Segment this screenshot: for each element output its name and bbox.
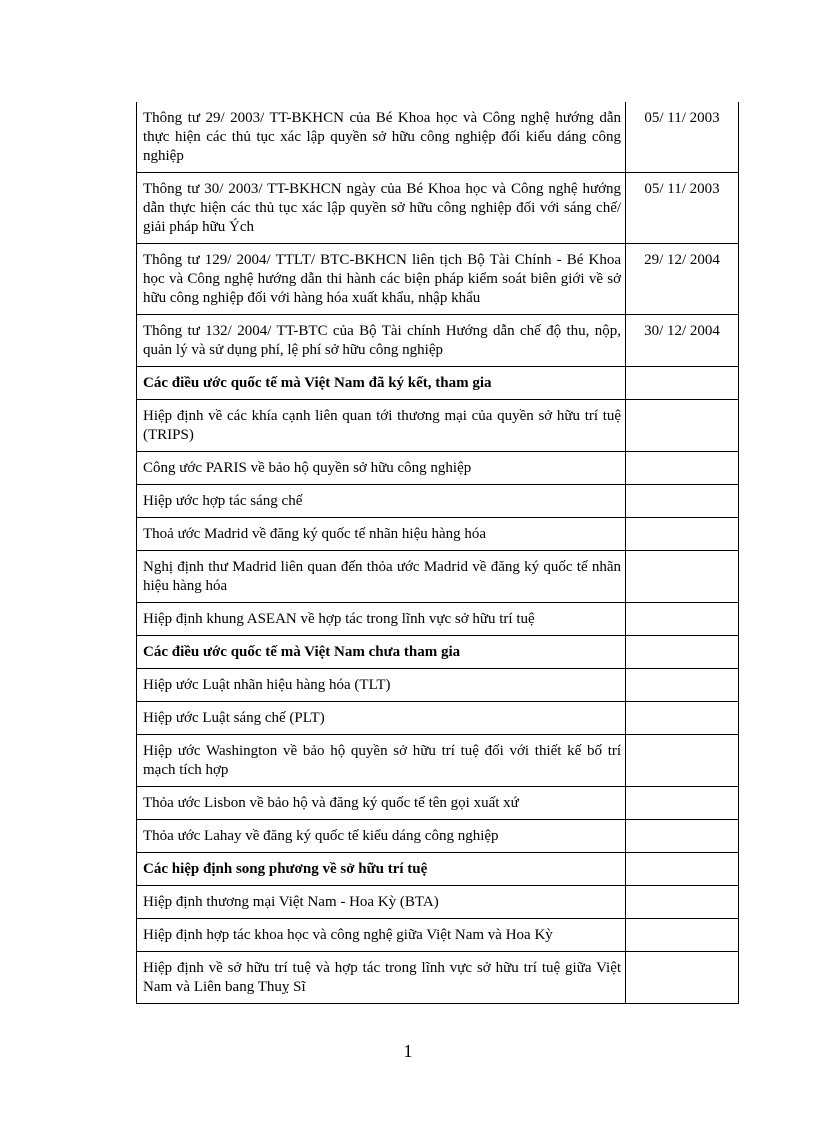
table-row <box>137 952 739 1004</box>
document-title-cell: Hiệp ước Luật nhãn hiệu hàng hóa (TLT) <box>137 669 626 702</box>
date-cell <box>626 919 739 952</box>
table-row <box>137 787 739 820</box>
document-title-cell: Thông tư 129/ 2004/ TTLT/ BTC-BKHCN liên tịch Bộ Tài Chính - Bé Khoa học và Công nghệ hướng dẫn thi hành các biện pháp kiểm soát biên giới về sở hữu công nghiệp đối với hàng hóa xuất khẩu, nhập khẩu <box>137 244 626 315</box>
date-cell <box>626 603 739 636</box>
date-cell <box>626 518 739 551</box>
date-cell <box>626 853 739 886</box>
date-cell <box>626 400 739 452</box>
document-title-cell: Nghị định thư Madrid liên quan đến thỏa ước Madrid về đăng ký quốc tế nhãn hiệu hàng hóa <box>137 551 626 603</box>
date-cell: 05/ 11/ 2003 <box>626 102 739 173</box>
legal-documents-table <box>136 102 739 1004</box>
date-cell <box>626 787 739 820</box>
date-cell <box>626 886 739 919</box>
document-title-cell: Công ước PARIS về bảo hộ quyền sở hữu công nghiệp <box>137 452 626 485</box>
document-title-cell: Thỏa ước Lisbon về bảo hộ và đăng ký quốc tế tên gọi xuất xứ <box>137 787 626 820</box>
table-row <box>137 102 739 173</box>
section-heading-row <box>137 853 739 886</box>
table-row <box>137 518 739 551</box>
document-title-cell: Hiệp định thương mại Việt Nam - Hoa Kỳ (BTA) <box>137 886 626 919</box>
document-title-cell: Thông tư 132/ 2004/ TT-BTC của Bộ Tài chính Hướng dẫn chế độ thu, nộp, quản lý và sử dụng phí, lệ phí sở hữu công nghiệp <box>137 315 626 367</box>
table-row <box>137 735 739 787</box>
document-title-cell: Hiệp ước hợp tác sáng chế <box>137 485 626 518</box>
date-cell: 29/ 12/ 2004 <box>626 244 739 315</box>
table-row <box>137 173 739 244</box>
date-cell: 05/ 11/ 2003 <box>626 173 739 244</box>
date-cell <box>626 669 739 702</box>
date-cell: 30/ 12/ 2004 <box>626 315 739 367</box>
table-row <box>137 886 739 919</box>
document-title-cell: Thông tư 30/ 2003/ TT-BKHCN ngày của Bé Khoa học và Công nghệ hướng dẫn thực hiện các thủ tục xác lập quyền sở hữu công nghiệp đối với sáng chế/ giải pháp hữu Ých <box>137 173 626 244</box>
document-title-cell: Hiệp định về sở hữu trí tuệ và hợp tác trong lĩnh vực sở hữu trí tuệ giữa Việt Nam và Liên bang Thuỵ Sĩ <box>137 952 626 1004</box>
document-title-cell: Thông tư 29/ 2003/ TT-BKHCN của Bé Khoa học và Công nghệ hướng dẫn thực hiện các thủ tục xác lập quyền sở hữu công nghiệp đối kiểu dáng công nghiệp <box>137 102 626 173</box>
table-row <box>137 603 739 636</box>
date-cell <box>626 735 739 787</box>
table-row <box>137 820 739 853</box>
section-heading-row <box>137 636 739 669</box>
date-cell <box>626 952 739 1004</box>
date-cell <box>626 636 739 669</box>
table-row <box>137 551 739 603</box>
date-cell <box>626 702 739 735</box>
document-title-cell: Hiệp ước Washington về bảo hộ quyền sở hữu trí tuệ đối với thiết kế bố trí mạch tích hợp <box>137 735 626 787</box>
page-number: 1 <box>403 1041 413 1061</box>
date-cell <box>626 551 739 603</box>
table-row <box>137 669 739 702</box>
section-heading: Các hiệp định song phương về sở hữu trí tuệ <box>137 853 626 886</box>
date-cell <box>626 367 739 400</box>
section-heading: Các điều ước quốc tế mà Việt Nam chưa tham gia <box>137 636 626 669</box>
table-row <box>137 485 739 518</box>
table-row <box>137 702 739 735</box>
section-heading-row <box>137 367 739 400</box>
table-row <box>137 244 739 315</box>
document-title-cell: Hiệp định khung ASEAN về hợp tác trong lĩnh vực sở hữu trí tuệ <box>137 603 626 636</box>
table-row <box>137 919 739 952</box>
document-title-cell: Hiệp định hợp tác khoa học và công nghệ giữa Việt Nam và Hoa Kỳ <box>137 919 626 952</box>
table-row <box>137 315 739 367</box>
document-title-cell: Hiệp định về các khía cạnh liên quan tới thương mại của quyền sở hữu trí tuệ (TRIPS) <box>137 400 626 452</box>
table-row <box>137 400 739 452</box>
document-title-cell: Thoả ước Madrid về đăng ký quốc tế nhãn hiệu hàng hóa <box>137 518 626 551</box>
document-title-cell: Thỏa ước Lahay về đăng ký quốc tế kiểu dáng công nghiệp <box>137 820 626 853</box>
date-cell <box>626 452 739 485</box>
date-cell <box>626 485 739 518</box>
section-heading: Các điều ước quốc tế mà Việt Nam đã ký kết, tham gia <box>137 367 626 400</box>
document-title-cell: Hiệp ước Luật sáng chế (PLT) <box>137 702 626 735</box>
date-cell <box>626 820 739 853</box>
table-row <box>137 452 739 485</box>
